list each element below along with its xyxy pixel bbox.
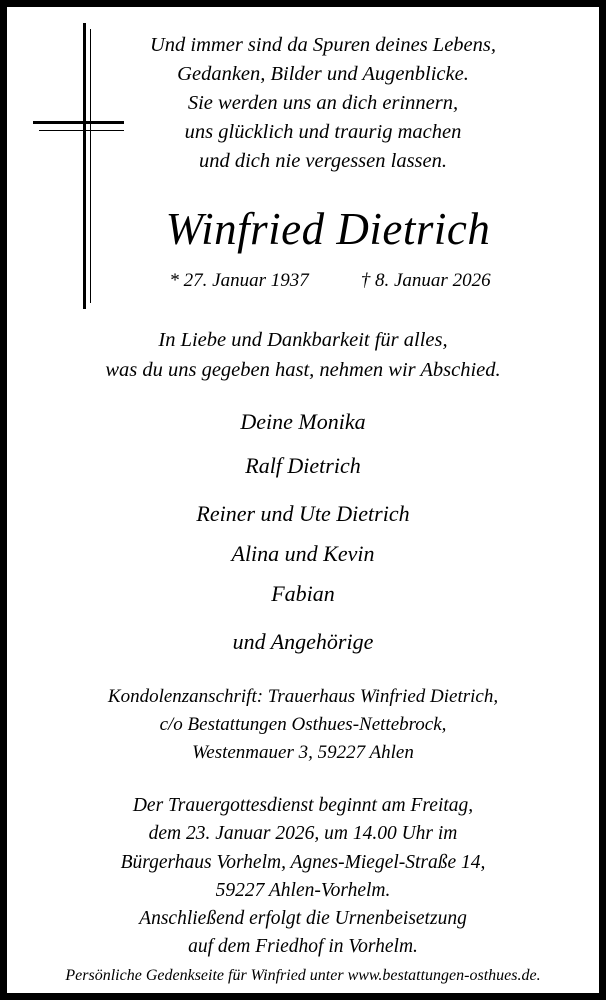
service-line: dem 23. Januar 2026, um 14.00 Uhr im bbox=[148, 823, 458, 845]
verse-line: uns glücklich und traurig machen bbox=[184, 121, 462, 144]
service-line: Bürgerhaus Vorhelm, Agnes-Miegel-Straße 14, bbox=[120, 851, 486, 873]
birth-date: * 27. Januar 1937 bbox=[169, 270, 309, 292]
memorial-page-link[interactable]: Persönliche Gedenkseite für Winfried unter www.bestattungen-osthues.de. bbox=[65, 967, 541, 984]
dedication-text bbox=[21, 326, 585, 385]
deceased-name: Winfried Dietrich bbox=[165, 203, 491, 254]
family-member: Fabian bbox=[271, 581, 335, 607]
obituary-content bbox=[7, 7, 599, 993]
family-member: Reiner und Ute Dietrich bbox=[196, 501, 410, 527]
family-member: Alina und Kevin bbox=[231, 541, 375, 567]
cross-horizontal-bar bbox=[33, 121, 124, 124]
verse-line: Gedanken, Bilder und Augenblicke. bbox=[177, 63, 469, 86]
family-member: Deine Monika bbox=[240, 409, 366, 435]
service-line: Anschließend erfolgt die Urnenbeisetzung bbox=[139, 908, 467, 930]
condolence-line: c/o Bestattungen Osthues-Nettebrock, bbox=[159, 714, 447, 736]
funeral-service-details bbox=[21, 792, 585, 962]
condolence-address bbox=[21, 683, 585, 766]
family-member: Ralf Dietrich bbox=[245, 453, 361, 479]
dedication-line: was du uns gegeben hast, nehmen wir Abschied. bbox=[105, 358, 501, 381]
death-date: † 8. Januar 2026 bbox=[360, 270, 491, 292]
verse-line: und dich nie vergessen lassen. bbox=[198, 150, 448, 173]
service-line: Der Trauergottesdienst beginnt am Freitag, bbox=[132, 795, 474, 817]
cross-vertical-bar bbox=[83, 23, 86, 309]
condolence-line: Kondolenzanschrift: Trauerhaus Winfried Dietrich, bbox=[107, 686, 499, 708]
dedication-line: In Liebe und Dankbarkeit für alles, bbox=[158, 329, 448, 352]
cross-vertical-shadow bbox=[90, 29, 91, 303]
cross-icon bbox=[29, 23, 124, 313]
verse-line: Und immer sind da Spuren deines Lebens, bbox=[150, 34, 496, 56]
verse-line: Sie werden uns an dich erinnern, bbox=[187, 92, 459, 115]
condolence-line: Westenmauer 3, 59227 Ahlen bbox=[192, 741, 414, 763]
service-line: 59227 Ahlen-Vorhelm. bbox=[215, 879, 391, 901]
cross-horizontal-shadow bbox=[39, 130, 124, 131]
service-line: auf dem Friedhof in Vorhelm. bbox=[188, 936, 418, 958]
family-member: und Angehörige bbox=[232, 629, 374, 655]
family-list bbox=[21, 411, 585, 653]
